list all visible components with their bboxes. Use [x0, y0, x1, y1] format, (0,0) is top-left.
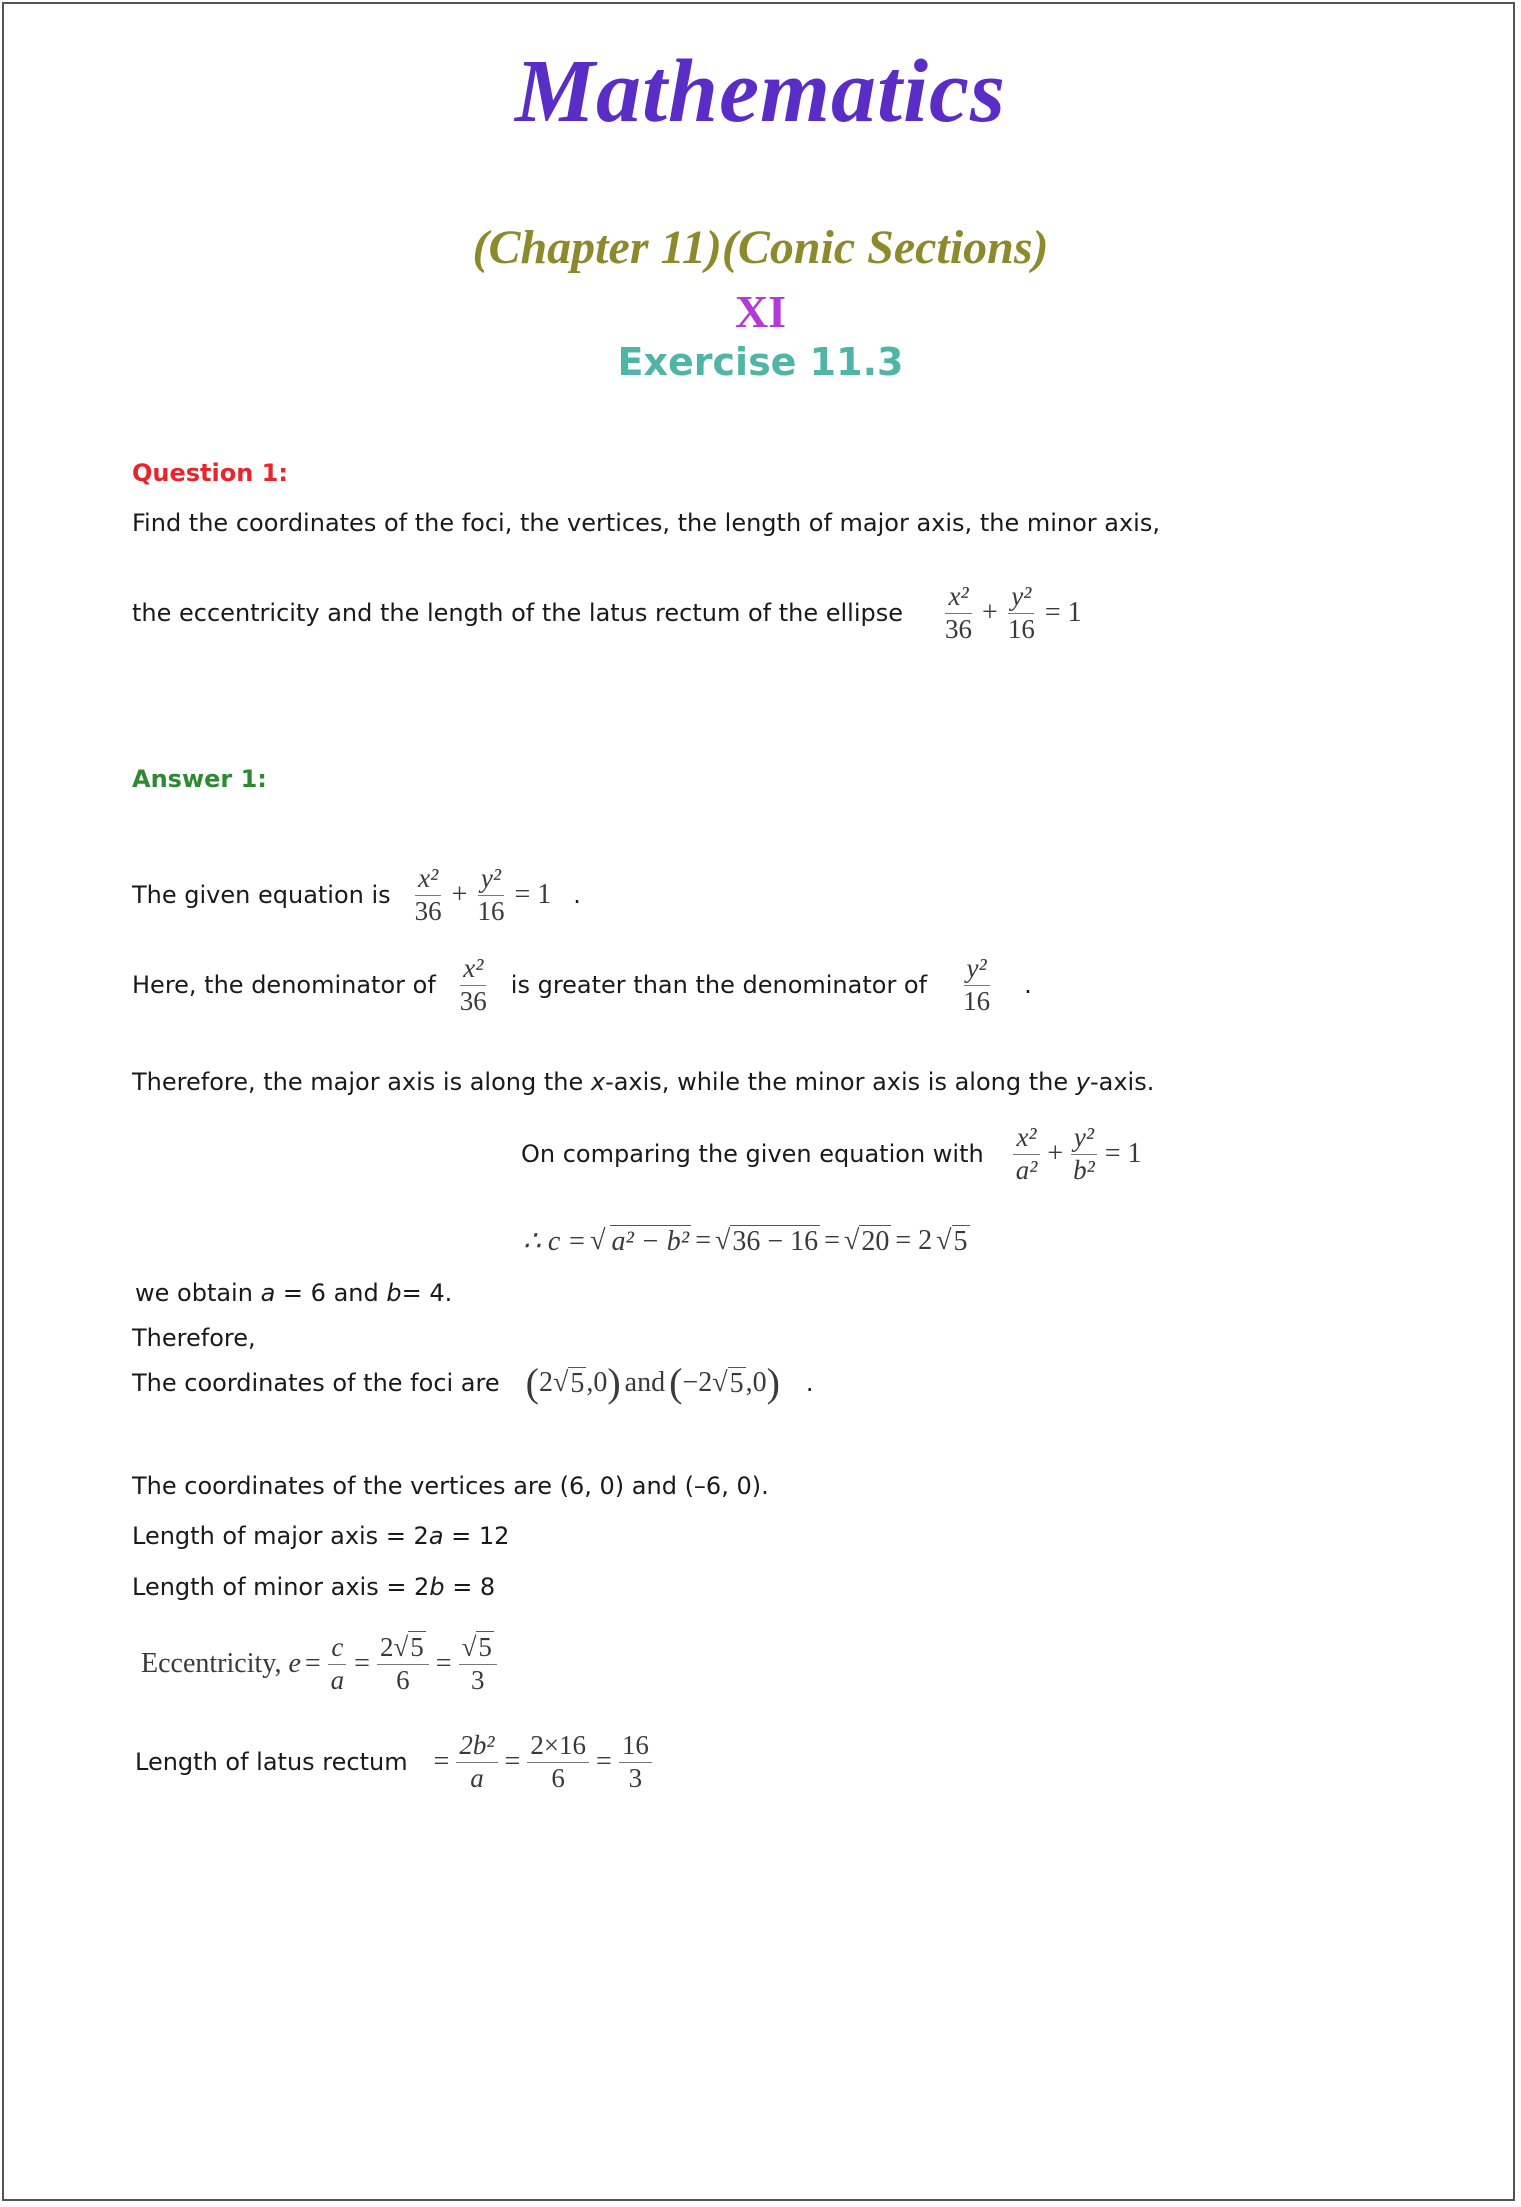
- exercise-heading: Exercise 11.3: [617, 340, 904, 384]
- eccentricity-label: Eccentricity,: [141, 1648, 289, 1679]
- equation-rhs: = 1: [514, 879, 552, 910]
- text: we obtain: [135, 1279, 261, 1307]
- denominator: 16: [1007, 613, 1035, 644]
- latus-label: Length of latus rectum: [135, 1748, 408, 1776]
- denominator: 16: [477, 895, 505, 926]
- denominator: a: [330, 1664, 345, 1695]
- question-text-line1: Find the coordinates of the foci, the vertices, the length of major axis, the minor axis,: [132, 509, 1160, 537]
- denominator: 3: [628, 1762, 643, 1793]
- grade-heading: XI: [734, 286, 787, 337]
- text: = 6 and: [275, 1279, 387, 1307]
- coef: 2: [379, 1632, 394, 1663]
- period: .: [805, 1369, 814, 1397]
- minor-axis-line: [132, 1567, 495, 1607]
- equals: =: [435, 1648, 452, 1679]
- numerator: x²: [460, 953, 486, 985]
- c-calculation: ∴ c = √ a² − b² = √ 36 − 16 = √ 20 = 2 √ 5: [523, 1225, 968, 1257]
- radicand: 5: [729, 1367, 744, 1399]
- answer-label: Answer 1:: [132, 765, 267, 793]
- eccentricity-line: [141, 1632, 500, 1695]
- equation-rhs: = 1: [1104, 1138, 1142, 1169]
- text: = 8: [444, 1573, 496, 1601]
- latus-rectum-line: [135, 1730, 655, 1793]
- radicand: 5: [953, 1225, 968, 1257]
- vertices-line: The coordinates of the vertices are (6, 0) and (–6, 0).: [132, 1472, 769, 1500]
- denominator: 6: [551, 1762, 565, 1793]
- given-text: The given equation is: [132, 881, 391, 909]
- coord: ,0: [745, 1367, 767, 1398]
- denominator-text: is greater than the denominator of: [510, 971, 928, 999]
- foci-text: The coordinates of the foci are: [132, 1369, 500, 1397]
- question-text: the eccentricity and the length of the latus rectum of the ellipse: [132, 599, 904, 627]
- period: .: [573, 881, 581, 909]
- plus-sign: +: [982, 597, 998, 628]
- equals: =: [433, 1746, 450, 1777]
- foci-line: [132, 1360, 814, 1405]
- given-equation: [409, 863, 556, 926]
- numerator: x²: [945, 581, 971, 613]
- denominator: 6: [396, 1664, 410, 1695]
- numerator: 2×16: [527, 1730, 589, 1762]
- numerator: y²: [478, 863, 504, 895]
- denominator: 16: [963, 985, 991, 1016]
- numerator: 2√5: [377, 1632, 429, 1664]
- numerator: 16: [619, 1730, 652, 1762]
- radicand: 36 − 16: [732, 1225, 819, 1257]
- denominator: 36: [414, 895, 442, 926]
- compare-text: On comparing the given equation with: [521, 1140, 984, 1168]
- numerator: x²: [1013, 1122, 1039, 1154]
- text: = 12: [443, 1522, 510, 1550]
- text: Length of minor axis = 2: [132, 1573, 430, 1601]
- denominator-text: Here, the denominator of: [132, 971, 436, 999]
- numerator: √5: [459, 1632, 497, 1664]
- coef: −2: [682, 1367, 713, 1398]
- chapter-heading: (Chapter 11)(Conic Sections): [472, 221, 1049, 274]
- equation-rhs: = 1: [1044, 597, 1082, 628]
- axis-line: [132, 1062, 1154, 1102]
- plus-sign: +: [451, 879, 468, 910]
- var-a: a: [260, 1279, 276, 1307]
- numerator: y²: [964, 953, 990, 985]
- numerator: c: [328, 1632, 346, 1664]
- equals: =: [596, 1746, 612, 1777]
- denominator: a²: [1015, 1154, 1038, 1185]
- text: -axis.: [1089, 1068, 1155, 1096]
- radicand: a² − b²: [611, 1225, 690, 1257]
- numerator: 2b²: [456, 1730, 497, 1762]
- numerator: x²: [415, 863, 441, 895]
- denominator: a: [470, 1762, 484, 1793]
- therefore-line: Therefore,: [132, 1324, 256, 1352]
- radicand: 5: [478, 1632, 492, 1663]
- equals: =: [304, 1648, 321, 1679]
- numerator: y²: [1008, 581, 1034, 613]
- radicand: 5: [410, 1632, 424, 1663]
- therefore-c: ∴ c =: [523, 1226, 587, 1257]
- ellipse-equation: [939, 581, 1086, 644]
- denominator: 36: [459, 985, 487, 1016]
- denominator: b²: [1073, 1154, 1095, 1185]
- foci-values: ( 2 √ 5 ,0 ) and ( −2 √ 5 ,0 ): [525, 1360, 780, 1405]
- var-a: a: [428, 1522, 444, 1550]
- equals: = 2: [895, 1225, 933, 1256]
- equals: =: [695, 1225, 711, 1256]
- compare-line: [521, 1122, 1146, 1185]
- var-b: b: [386, 1279, 402, 1307]
- text: Length of major axis = 2: [132, 1522, 429, 1550]
- equals: =: [354, 1648, 370, 1679]
- coord: ,0: [586, 1367, 608, 1398]
- equals: =: [824, 1225, 840, 1256]
- numerator: y²: [1071, 1122, 1097, 1154]
- latus-formula: [430, 1730, 655, 1793]
- var-b: b: [429, 1573, 445, 1601]
- radicand: 5: [570, 1367, 585, 1399]
- obtain-line: [135, 1273, 452, 1313]
- standard-equation: [1010, 1122, 1146, 1185]
- radicand: 20: [861, 1225, 890, 1257]
- question-text-line2: [132, 581, 1086, 644]
- denominator: 36: [945, 613, 973, 644]
- denominator-line: [132, 953, 1032, 1016]
- var-y: y: [1075, 1068, 1090, 1096]
- coef: 2: [538, 1367, 553, 1398]
- text: Therefore, the major axis is along the: [132, 1068, 591, 1096]
- text: -axis, while the minor axis is along the: [605, 1068, 1076, 1096]
- var-e: e: [288, 1648, 301, 1679]
- given-equation-line: [132, 863, 581, 926]
- plus-sign: +: [1047, 1138, 1064, 1169]
- var-x: x: [590, 1068, 606, 1096]
- denominator: 3: [471, 1664, 485, 1695]
- major-axis-line: [132, 1516, 509, 1556]
- page-title: Mathematics: [514, 42, 1006, 141]
- and-word: and: [624, 1367, 666, 1398]
- period: .: [1024, 971, 1032, 999]
- equals: =: [504, 1746, 521, 1777]
- question-label: Question 1:: [132, 459, 288, 487]
- text: = 4.: [401, 1279, 453, 1307]
